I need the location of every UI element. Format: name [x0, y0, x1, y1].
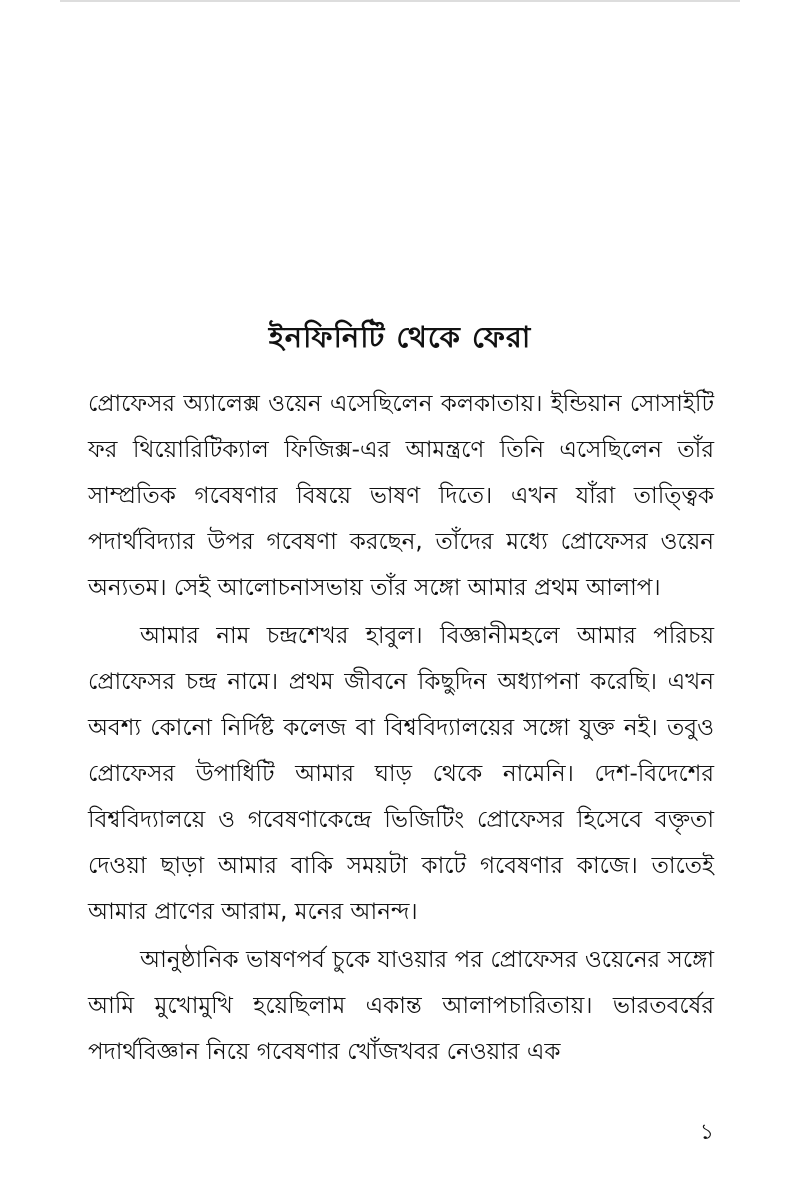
page-number: ১ [699, 1120, 714, 1145]
body-text [88, 381, 714, 1077]
chapter-title: ইনফিনিটি থেকে ফেরা [268, 320, 532, 355]
top-edge-line [60, 0, 740, 2]
paragraph-3: আনুষ্ঠানিক ভাষণপর্ব চুকে যাওয়ার পর প্রোফেসর ওয়েনের সঙ্গো আমি মুখোমুখি হয়েছিলাম একান্ত আলাপচারিতায়। ভারতবর্ষের পদার্থবিজ্ঞান নিয়ে গবেষণার খোঁজখবর নেওয়ার এক [88, 947, 714, 1065]
paragraph-1: প্রোফেসর অ্যালেক্স ওয়েন এসেছিলেন কলকাতায়। ইন্ডিয়ান সোসাইটি ফর থিয়োরিটিক্যাল ফিজিক্স-এর আমন্ত্রণে তিনি এসেছিলেন তাঁর সাম্প্রতিক গবেষণার বিষয়ে ভাষণ দিতে। এখন যাঁরা তাত্ত্বিক পদার্থবিদ্যার উপর গবেষণা করছেন, তাঁদের মধ্যে প্রোফেসর ওয়েন অন্যতম। সেই আলোচনাসভায় তাঁর সঙ্গো আমার প্রথম আলাপ। [88, 391, 714, 601]
paragraph-2: আমার নাম চন্দ্রশেখর হাবুল। বিজ্ঞানীমহলে আমার পরিচয় প্রোফেসর চন্দ্র নামে। প্রথম জীবনে কিছুদিন অধ্যাপনা করেছি। এখন অবশ্য কোনো নির্দিষ্ট কলেজ বা বিশ্ববিদ্যালয়ের সঙ্গো যুক্ত নই। তবুও প্রোফেসর উপাধিটি আমার ঘাড় থেকে নামেনি। দেশ-বিদেশের বিশ্ববিদ্যালয়ে ও গবেষণাকেন্দ্রে ভিজিটিং প্রোফেসর হিসেবে বক্তৃতা দেওয়া ছাড়া আমার বাকি সময়টা কাটে গবেষণার কাজে। তাতেই আমার প্রাণের আরাম, মনের আনন্দ। [88, 623, 714, 925]
